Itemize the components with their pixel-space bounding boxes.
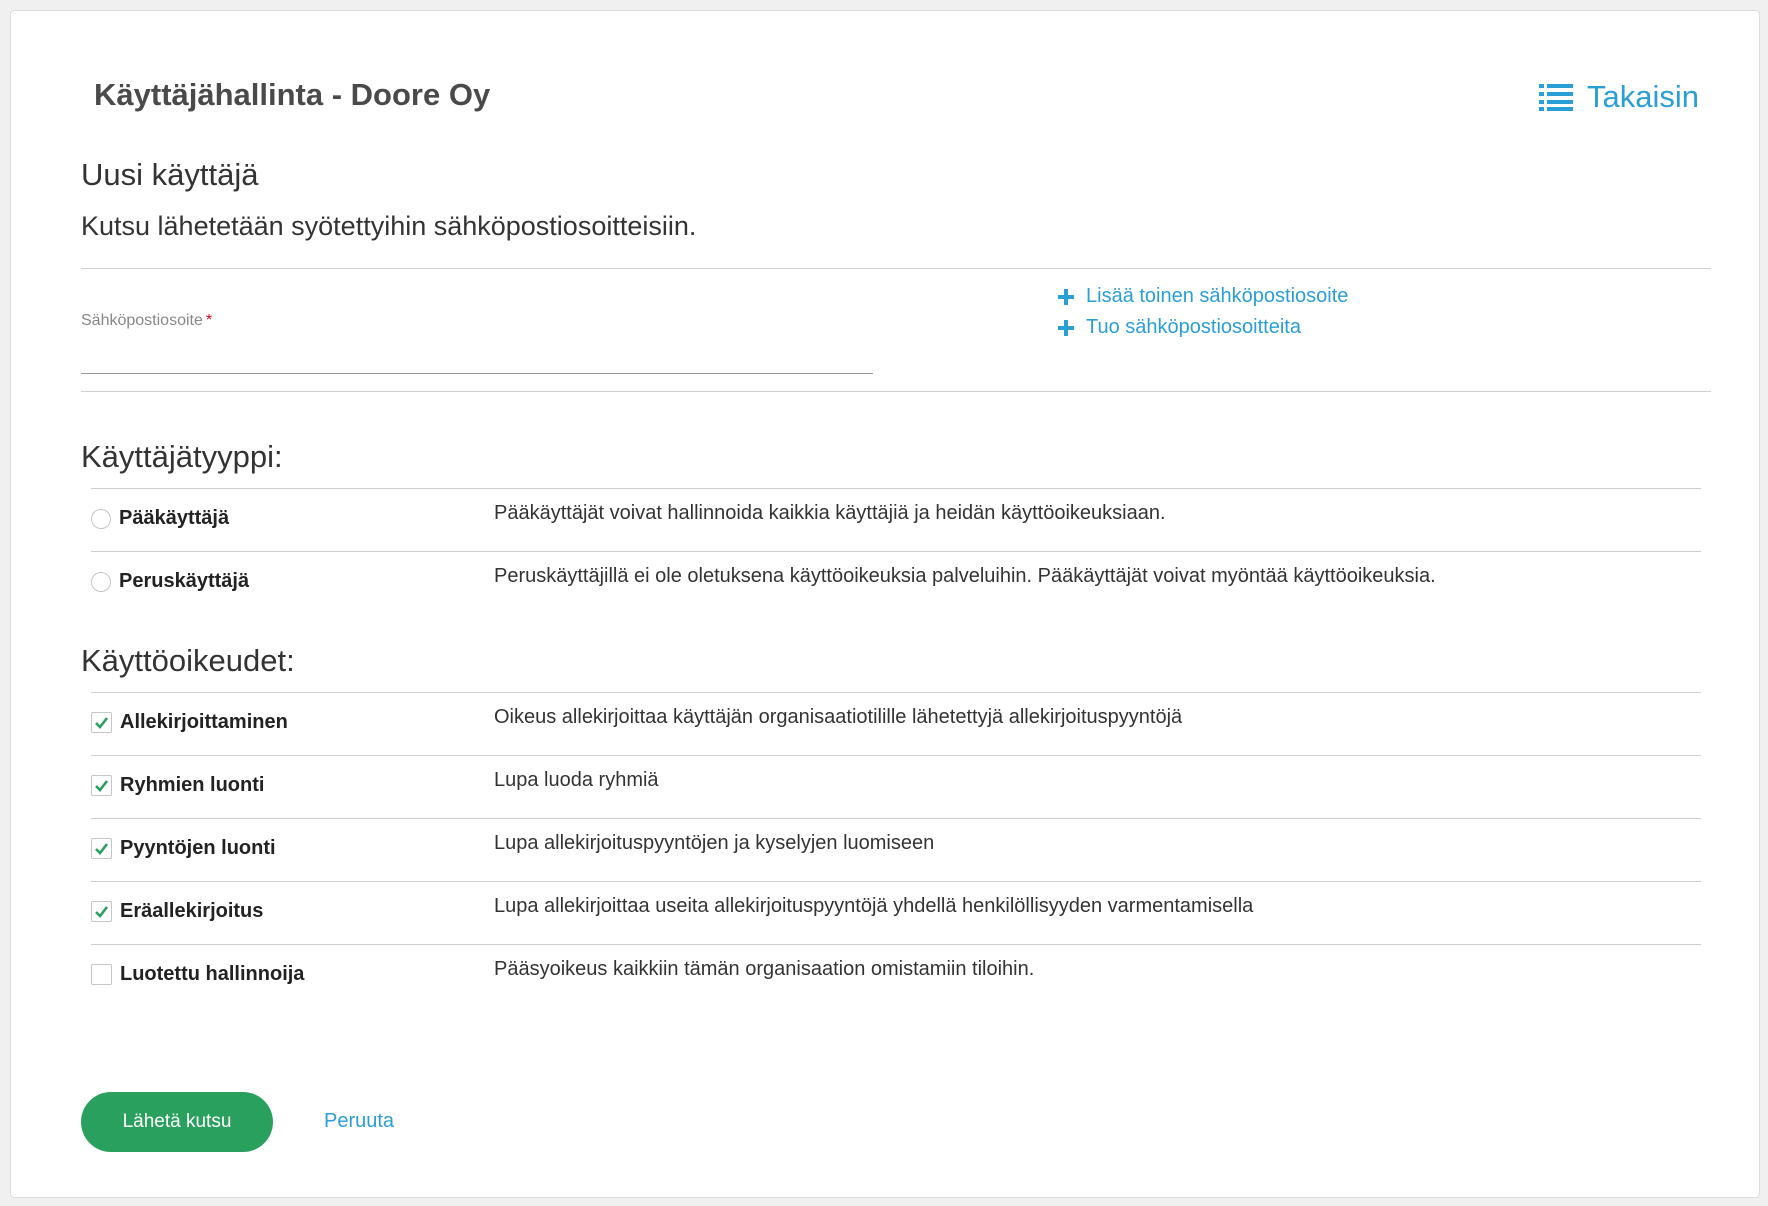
form-heading: Uusi käyttäjä xyxy=(81,157,259,192)
permission-row xyxy=(91,755,1701,818)
user-type-row-basic xyxy=(91,551,1701,614)
divider xyxy=(81,268,1711,269)
permission-description: Oikeus allekirjoittaa käyttäjän organisaatiotilille lähetettyjä allekirjoituspyyntöjä xyxy=(494,706,1183,728)
plus-icon xyxy=(1058,320,1074,336)
permission-checkbox[interactable] xyxy=(91,775,112,796)
checkmark-icon xyxy=(94,904,109,919)
checkmark-icon xyxy=(94,715,109,730)
permission-row xyxy=(91,881,1701,944)
send-invite-button[interactable]: Lähetä kutsu xyxy=(81,1092,273,1152)
permission-description: Pääsyoikeus kaikkiin tämän organisaation omistamiin tiloihin. xyxy=(494,958,1035,980)
permission-description: Lupa luoda ryhmiä xyxy=(494,769,659,791)
user-type-option[interactable]: Peruskäyttäjä xyxy=(91,570,249,593)
form-subtitle: Kutsu lähetetään syötettyihin sähköpostiosoitteisiin. xyxy=(81,211,697,241)
permission-row xyxy=(91,944,1701,1007)
cancel-link[interactable]: Peruuta xyxy=(324,1110,395,1132)
user-type-radio[interactable] xyxy=(91,509,111,529)
add-email-link[interactable] xyxy=(1058,285,1348,308)
import-emails-label: Tuo sähköpostiosoitteita xyxy=(1086,316,1301,338)
user-type-heading: Käyttäjätyyppi: xyxy=(81,439,283,474)
back-link-label: Takaisin xyxy=(1587,79,1699,114)
import-emails-link[interactable] xyxy=(1058,316,1301,339)
checkmark-icon xyxy=(94,778,109,793)
email-label: Sähköpostiosoite * xyxy=(81,312,213,329)
add-email-label: Lisää toinen sähköpostiosoite xyxy=(1086,285,1349,307)
permission-row xyxy=(91,818,1701,881)
list-icon xyxy=(1539,83,1573,111)
permission-checkbox[interactable] xyxy=(91,901,112,922)
page-title: Käyttäjähallinta - Doore Oy xyxy=(94,77,491,112)
checkmark-icon xyxy=(94,841,109,856)
permission-option[interactable]: Pyyntöjen luonti xyxy=(91,837,276,860)
user-type-option[interactable]: Pääkäyttäjä xyxy=(91,507,229,530)
required-marker: * xyxy=(205,312,213,329)
permission-description: Lupa allekirjoittaa useita allekirjoituspyyntöjä yhdellä henkilöllisyyden varmentamisella xyxy=(494,895,1254,917)
permission-description: Lupa allekirjoituspyyntöjen ja kyselyjen luomiseen xyxy=(494,832,935,854)
permission-row xyxy=(91,692,1701,755)
permission-checkbox[interactable] xyxy=(91,838,112,859)
user-type-radio[interactable] xyxy=(91,572,111,592)
divider xyxy=(81,391,1711,392)
permission-option[interactable]: Ryhmien luonti xyxy=(91,774,264,797)
plus-icon xyxy=(1058,289,1074,305)
email-input[interactable] xyxy=(81,333,873,374)
back-link[interactable] xyxy=(1539,79,1699,115)
permissions-heading: Käyttöoikeudet: xyxy=(81,643,295,678)
permission-option[interactable]: Allekirjoittaminen xyxy=(91,711,288,734)
main-panel xyxy=(10,10,1760,1198)
user-type-row-admin xyxy=(91,488,1701,551)
user-type-description: Peruskäyttäjillä ei ole oletuksena käyttöoikeuksia palveluihin. Pääkäyttäjät voivat myöntää käyttöoikeuksia. xyxy=(494,565,1436,587)
permission-option[interactable]: Eräallekirjoitus xyxy=(91,900,263,923)
permission-checkbox[interactable] xyxy=(91,712,112,733)
permission-checkbox[interactable] xyxy=(91,964,112,985)
user-type-description: Pääkäyttäjät voivat hallinnoida kaikkia käyttäjiä ja heidän käyttöoikeuksiaan. xyxy=(494,502,1166,524)
permission-option[interactable]: Luotettu hallinnoija xyxy=(91,963,304,986)
